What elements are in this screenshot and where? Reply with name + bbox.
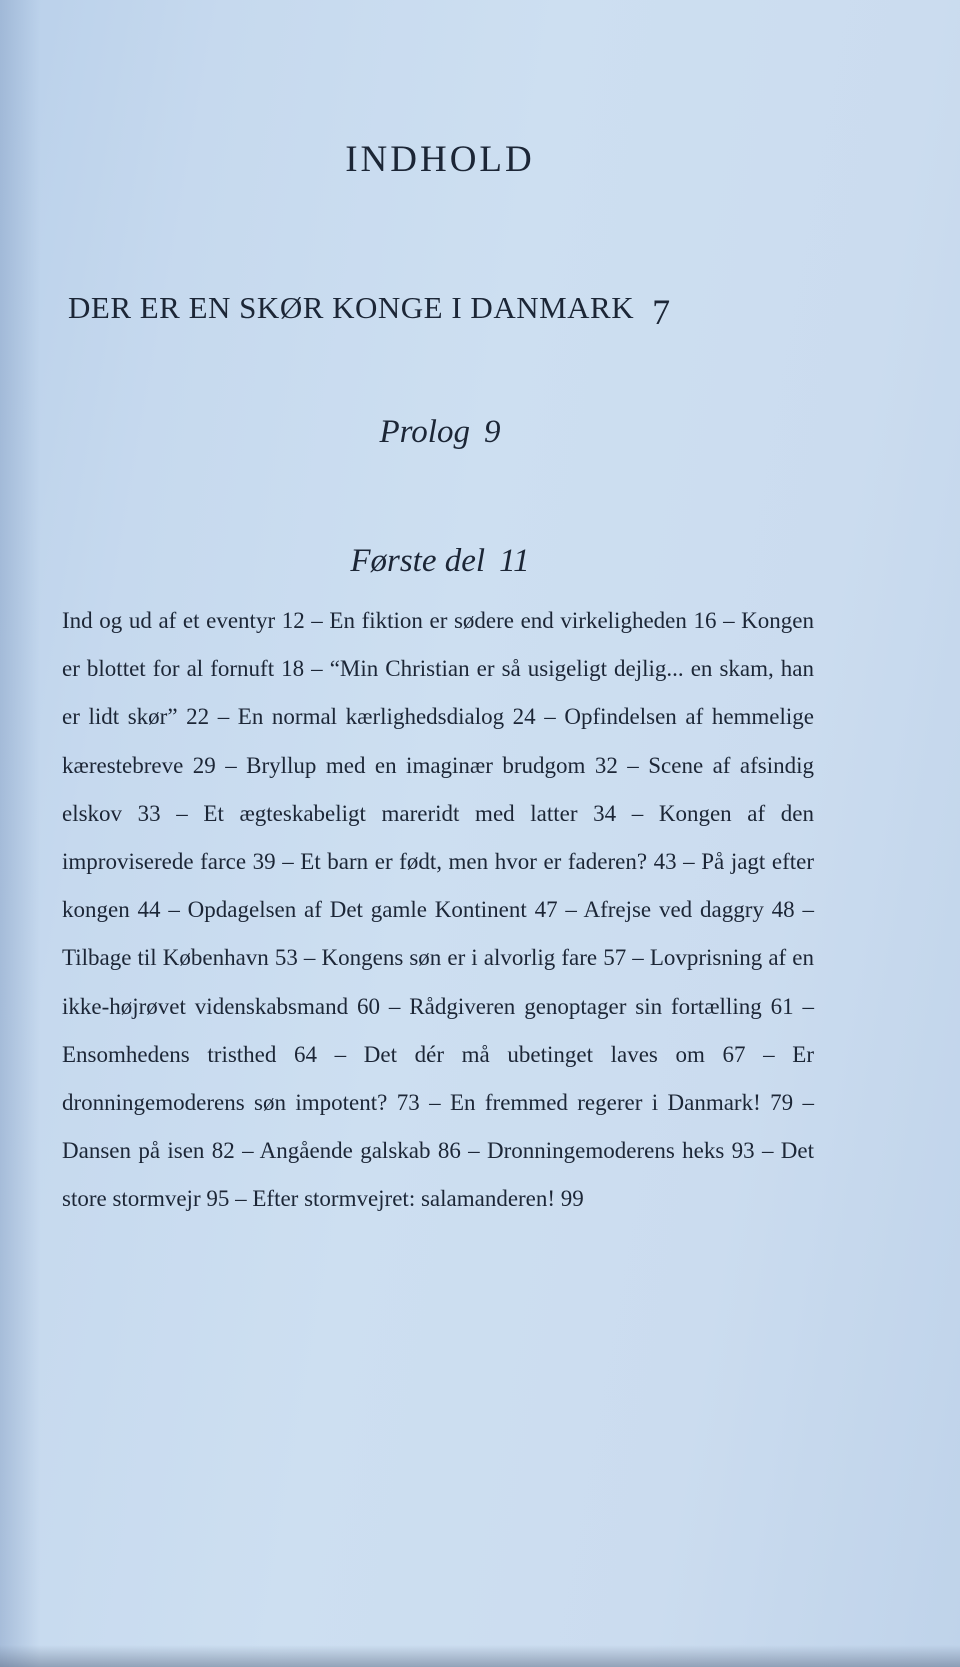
prolog-line (0, 414, 880, 451)
first-part-label: Første del (350, 543, 486, 579)
prolog-label: Prolog (379, 414, 470, 450)
chapter-entries: Ind og ud af et eventyr 12 – En fiktion er sødere end virkeligheden 16 – Kongen er blottet for al fornuft 18 – “Min Christian er så usigeligt dejlig... en skam, han er lidt skør” 22 – En normal kærlighedsdialog 24 – Opfindelsen af hemmelige kærestebreve 29 – Bryllup med en imaginær brudgom 32 – Scene af afsindig elskov 33 – Et ægteskabeligt mareridt med latter 34 – Kongen af den improviserede farce 39 – Et barn er født, men hvor er faderen? 43 – På jagt efter kongen 44 – Opdagelsen af Det gamle Kontinent 47 – Afrejse ved daggry 48 – Tilbage til København 53 – Kongens søn er i alvorlig fare 57 – Lovprisning af en ikke-højrøvet videnskabsmand 60 – Rådgiveren genoptager sin fortælling 61 – Ensomhedens tristhed 64 – Det dér må ubetinget laves om 67 – Er dronningemoderens søn impotent? 73 – En fremmed regerer i Danmark! 79 – Dansen på isen 82 – Angående galskab 86 – Dronningemoderens heks 93 – Det store stormvejr 95 – Efter stormvejret: salamanderen! 99 (62, 608, 814, 1212)
page-bottom-edge (0, 1645, 960, 1667)
prolog-page-number: 9 (483, 414, 501, 450)
book-title-page-number: 7 (652, 292, 671, 332)
book-title-line (68, 285, 671, 332)
page-gutter-shadow (0, 0, 40, 1667)
book-title: DER ER EN SKØR KONGE I DANMARK (68, 290, 635, 325)
contents-heading: INDHOLD (345, 139, 535, 180)
first-part-page-number: 11 (499, 543, 530, 579)
first-part-line (0, 543, 880, 580)
